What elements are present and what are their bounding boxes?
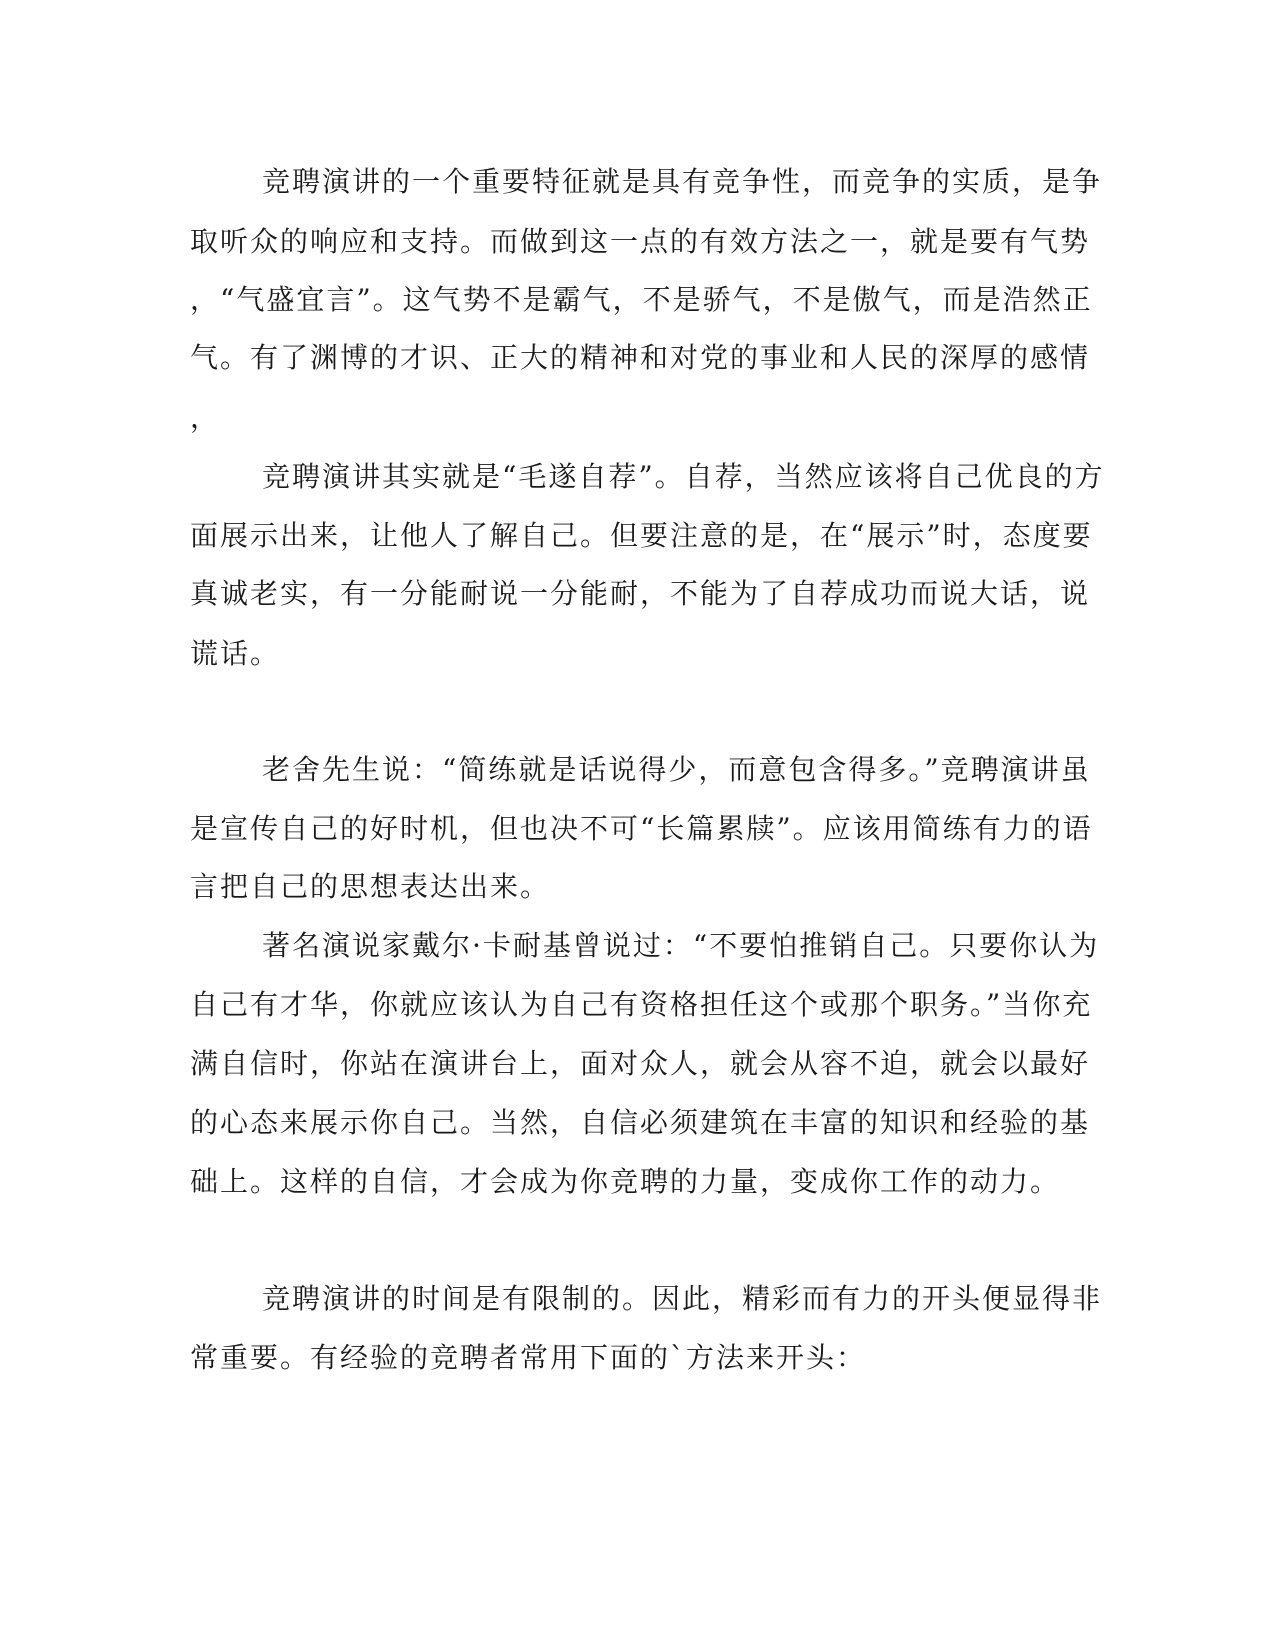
paragraph-5-line-2: 常重要。有经验的竞聘者常用下面的`方法来开头： (190, 1341, 867, 1374)
paragraph-2-line-4: 谎话。 (190, 637, 281, 670)
paragraph-4-line-5: 础上。这样的自信，才会成为你竞聘的力量，变成你工作的动力。 (190, 1165, 1061, 1198)
paragraph-2-line-1: 竞聘演讲其实就是“毛遂自荐”。自荐，当然应该将自己优良的方 (262, 460, 1105, 493)
paragraph-4-line-1: 著名演说家戴尔·卡耐基曾说过：“不要怕推销自己。只要你认为 (262, 929, 1100, 962)
paragraph-4-line-2: 自己有才华，你就应该认为自己有资格担任这个或那个职务。”当你充 (190, 988, 1093, 1021)
paragraph-3-line-1: 老舍先生说：“简练就是话说得少，而意包含得多。”竞聘演讲虽 (262, 753, 1091, 786)
paragraph-5-line-1: 竞聘演讲的时间是有限制的。因此，精彩而有力的开头便显得非 (262, 1282, 1103, 1315)
paragraph-2-line-3: 真诚老实，有一分能耐说一分能耐，不能为了自荐成功而说大话，说 (190, 577, 1091, 610)
paragraph-3-line-2: 是宣传自己的好时机，但也决不可“长篇累牍”。应该用简练有力的语 (190, 812, 1093, 845)
paragraph-4-line-3: 满自信时，你站在演讲台上，面对众人，就会从容不迫，就会以最好 (190, 1047, 1091, 1080)
paragraph-1-line-5: ， (190, 401, 221, 434)
paragraph-3-line-3: 言把自己的思想表达出来。 (190, 870, 551, 903)
paragraph-1-line-3: ，“气盛宜言”。这气势不是霸气，不是骄气，不是傲气，而是浩然正 (190, 283, 1093, 316)
paragraph-4-line-4: 的心态来展示你自己。当然，自信必须建筑在丰富的知识和经验的基 (190, 1106, 1091, 1139)
paragraph-1-line-2: 取听众的响应和支持。而做到这一点的有效方法之一，就是要有气势 (190, 225, 1091, 258)
paragraph-1-line-1: 竞聘演讲的一个重要特征就是具有竞争性，而竞争的实质，是争 (262, 165, 1103, 198)
paragraph-1-line-4: 气。有了渊博的才识、正大的精神和对党的事业和人民的深厚的感情 (190, 341, 1091, 374)
paragraph-2-line-2: 面展示出来，让他人了解自己。但要注意的是，在“展示”时，态度要 (190, 519, 1093, 552)
